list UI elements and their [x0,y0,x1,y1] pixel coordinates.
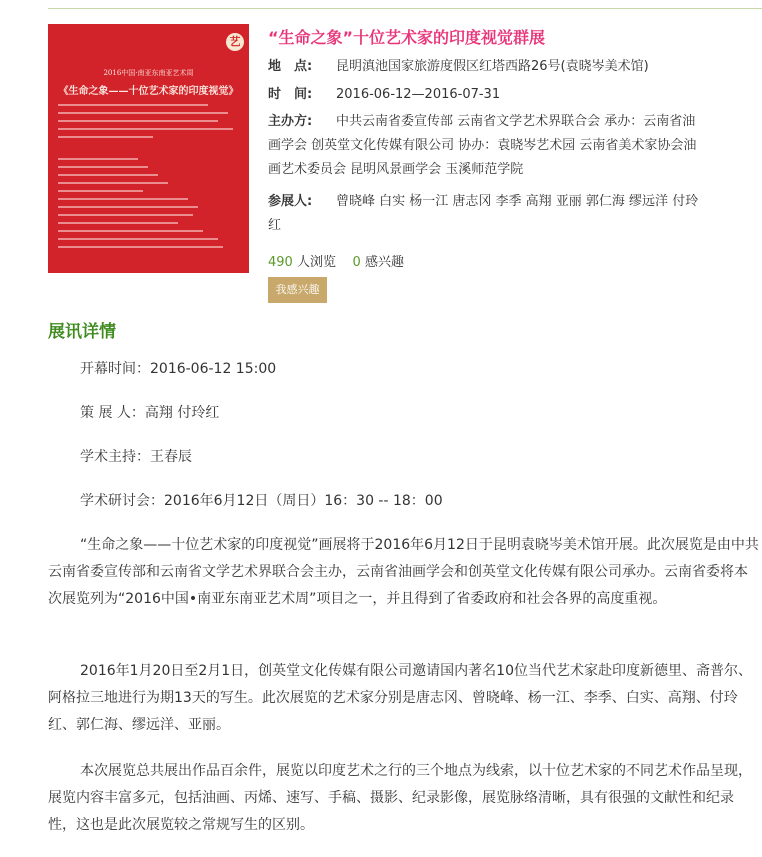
stats-line [268,251,404,270]
exhibition-poster-image[interactable] [48,24,249,273]
artists-value: 曾晓峰 白实 杨一江 唐志冈 李季 高翔 亚丽 郭仁海 缪远洋 付玲红 [268,194,699,233]
paragraph-1: “生命之象——十位艺术家的印度视觉”画展将于2016年6月12日于昆明袁晓岑美术馆开展。此次展览是由中共云南省委宣传部和云南省文学艺术界联合会主办，云南省油画学会和创英堂文化传媒有限公司承办。云南省委将本次展览列为“2016中国•南亚东南亚艺术周”项目之一，并且得到了省委政府和社会各界的高度重视。 [48,537,759,607]
top-divider [48,8,762,9]
views-label: 人浏览 [296,255,336,270]
opening-time: 开幕时间：2016-06-12 15:00 [80,361,277,377]
organizer-label: 主办方: [268,114,313,129]
time-label: 时 间: [268,87,313,102]
location-label: 地 点: [268,59,313,74]
poster-title-line-2: 《生命之象——十位艺术家的印度视觉》 [58,86,239,97]
location-value: 昆明滇池国家旅游度假区红塔西路26号(袁晓岑美术馆) [336,59,649,74]
interest-label: 感兴趣 [364,255,404,270]
academic-host-line: 学术主持：王春辰 [80,449,192,465]
section-title: 展讯详情 [48,322,116,342]
poster-text-block [58,104,238,254]
artists-label: 参展人: [268,194,313,209]
curator-line: 策 展 人：高翔 付玲红 [80,405,220,421]
exhibition-title[interactable]: “生命之象”十位艺术家的印度视觉群展 [268,28,546,47]
time-value: 2016-06-12—2016-07-31 [336,87,501,102]
artists-row [268,190,708,240]
poster-title-line-1: 2016中国·南亚东南亚艺术周 [103,69,194,77]
organizer-value: 中共云南省委宣传部 云南省文学艺术界联合会 承办：云南省油画学会 创英堂文化传媒有限公司 协办：袁晓岑艺术园 云南省美术家协会油画艺术委员会 昆明风景画学会 玉溪师范学院 [268,114,697,177]
organizer-row [268,110,708,186]
interest-count: 0 [352,255,361,270]
symposium-line: 学术研讨会：2016年6月12日（周日）16：30 -- 18：00 [80,493,443,509]
paragraph-2: 2016年1月20日至2月1日，创英堂文化传媒有限公司邀请国内著名10位当代艺术家赴印度新德里、斋普尔、阿格拉三地进行为期13天的写生。此次展览的艺术家分别是唐志冈、曾晓峰、杨一江、李季、白实、高翔、付玲红、郭仁海、缪远洋、亚丽。 [48,663,752,733]
views-count: 490 [268,255,293,270]
paragraph-3: 本次展览总共展出作品百余件，展览以印度艺术之行的三个地点为线索，以十位艺术家的不同艺术作品呈现，展览内容丰富多元，包括油画、丙烯、速写、手稿、摄影、纪录影像，展览脉络清晰，具有很强的文献性和纪录性，这也是此次展览较之常规写生的区别。 [48,763,752,833]
poster-logo: 艺 [226,33,244,51]
interest-button[interactable]: 我感兴趣 [268,277,327,303]
